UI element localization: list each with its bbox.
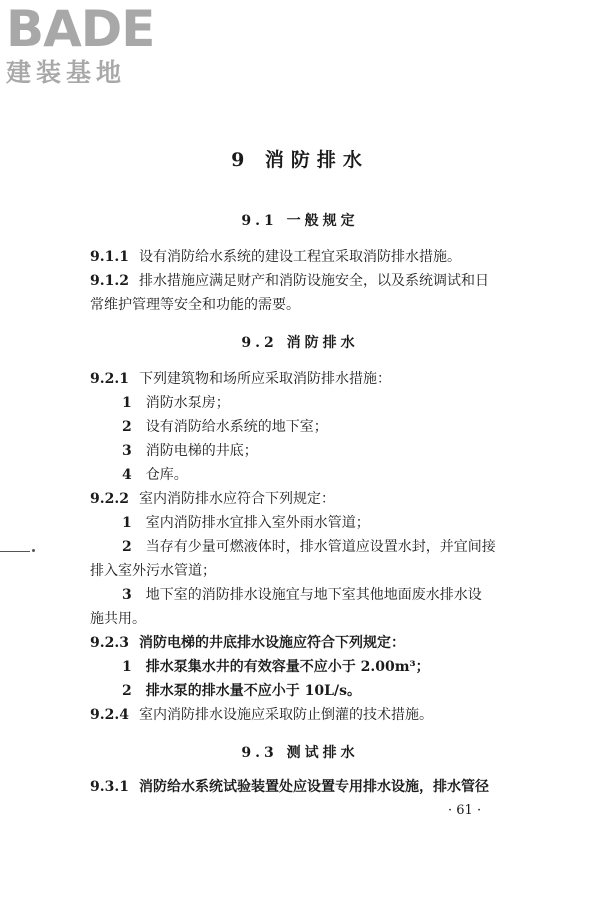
item-number: 1 <box>122 659 132 675</box>
item-continuation: 排入室外污水管道； <box>90 563 216 579</box>
clause-number: 9.2.3 <box>90 635 129 651</box>
clause-text: 消防给水系统试验装置处应设置专用排水设施，排水管径 <box>138 779 489 795</box>
clause-text: 消防电梯的井底排水设施应符合下列规定： <box>138 635 405 651</box>
list-item <box>122 417 328 437</box>
clause-9-2-4 <box>90 705 433 725</box>
clause-number: 9.1.1 <box>90 249 129 265</box>
item-text: 仓库。 <box>145 467 188 483</box>
item-continuation: 施共用。 <box>90 611 146 627</box>
clause-9-1-2-continuation: 常维护管理等安全和功能的需要。 <box>90 297 300 313</box>
page-number: · 61 · <box>448 803 482 818</box>
item-number: 3 <box>122 587 132 603</box>
item-number: 2 <box>122 539 132 555</box>
item-number: 2 <box>122 419 132 435</box>
list-item <box>122 537 496 557</box>
section-title-9-1: 9.1 一般规定 <box>241 213 359 229</box>
item-text: 地下室的消防排水设施宜与地下室其他地面废水排水设 <box>145 587 482 603</box>
clause-number: 9.2.1 <box>90 371 129 387</box>
list-item <box>122 393 230 413</box>
clause-text: 设有消防给水系统的建设工程宜采取消防排水措施。 <box>138 249 461 265</box>
clause-9-1-2 <box>90 271 489 291</box>
clause-9-1-1 <box>90 247 461 267</box>
list-item <box>122 681 361 701</box>
clause-text: 下列建筑物和场所应采取消防排水措施： <box>138 371 391 387</box>
clause-number: 9.2.4 <box>90 707 129 723</box>
clause-number: 9.3.1 <box>90 779 129 795</box>
list-item <box>122 441 258 461</box>
clause-text: 室内消防排水设施应采取防止倒灌的技术措施。 <box>138 707 433 723</box>
clause-number: 9.2.2 <box>90 491 129 507</box>
clause-9-2-3 <box>90 633 405 653</box>
logo-latin-text: BADE <box>6 0 155 58</box>
list-item <box>122 513 370 533</box>
item-text: 排水泵的排水量不应小于 10L/s。 <box>145 683 361 699</box>
item-text: 排水泵集水井的有效容量不应小于 2.00m³； <box>145 659 430 675</box>
logo-chinese-text: 建装基地 <box>6 58 127 87</box>
item-number: 4 <box>122 467 132 483</box>
section-title-9-2: 9.2 消防排水 <box>241 335 359 351</box>
item-text: 消防电梯的井底； <box>145 443 258 459</box>
list-item <box>122 585 482 605</box>
item-number: 1 <box>122 395 132 411</box>
item-number: 1 <box>122 515 132 531</box>
clause-9-2-1 <box>90 369 391 389</box>
margin-rule <box>0 551 30 552</box>
clause-text: 排水措施应满足财产和消防设施安全，以及系统调试和日 <box>138 273 489 289</box>
list-item <box>122 465 188 485</box>
chapter-title: 9 消防排水 <box>231 149 369 171</box>
item-text: 设有消防给水系统的地下室； <box>145 419 328 435</box>
item-number: 3 <box>122 443 132 459</box>
bade-logo <box>6 2 154 88</box>
item-text: 室内消防排水宜排入室外雨水管道； <box>145 515 370 531</box>
clause-9-2-2 <box>90 489 335 509</box>
clause-9-3-1 <box>90 777 489 797</box>
item-number: 2 <box>122 683 132 699</box>
clause-number: 9.1.2 <box>90 273 129 289</box>
margin-dot <box>32 549 35 552</box>
clause-text: 室内消防排水应符合下列规定： <box>138 491 335 507</box>
section-title-9-3: 9.3 测试排水 <box>241 745 359 761</box>
list-item <box>122 657 430 677</box>
item-text: 当存有少量可燃液体时，排水管道应设置水封，并宜间接 <box>145 539 496 555</box>
item-text: 消防水泵房； <box>145 395 230 411</box>
